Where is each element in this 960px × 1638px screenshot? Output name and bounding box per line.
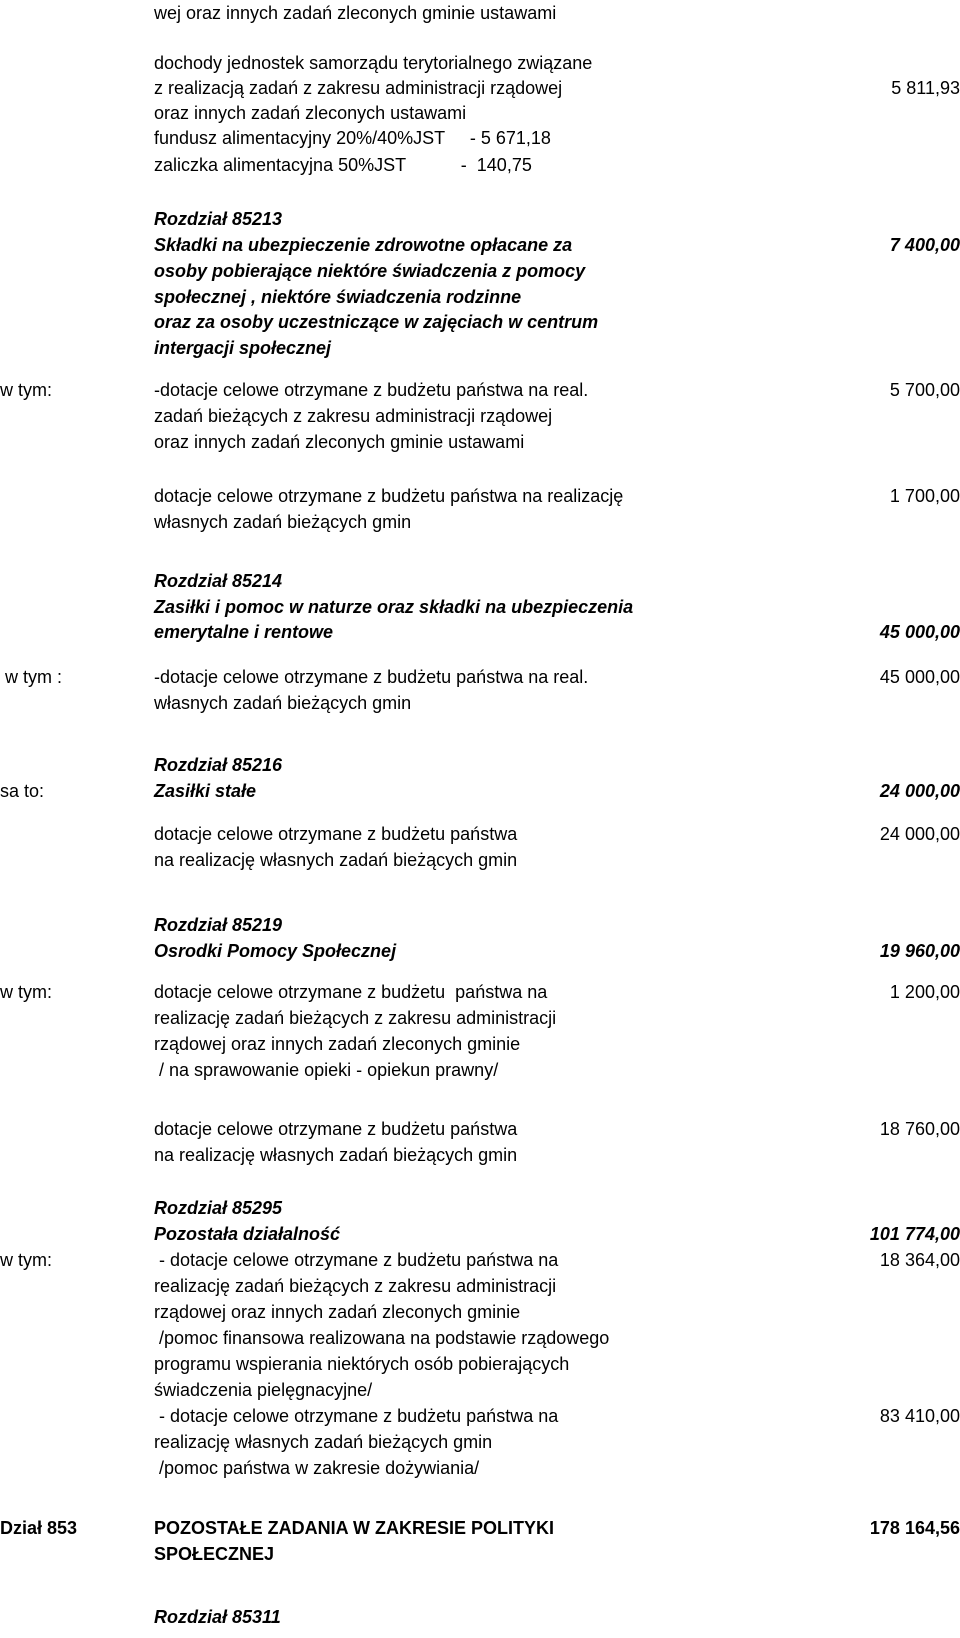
text-line: rządowej oraz innych zadań zleconych gminie bbox=[154, 1302, 521, 1322]
text-line: z realizacją zadań z zakresu administracji rządowej bbox=[154, 78, 563, 98]
text-line: dotacje celowe otrzymane z budżetu państwa na realizację bbox=[154, 486, 624, 506]
section-heading: Zasiłki i pomoc w naturze oraz składki na ubezpieczenia bbox=[154, 597, 634, 617]
label-w-tym: w tym: bbox=[0, 982, 52, 1002]
text-line: na realizację własnych zadań bieżących gmin bbox=[154, 1145, 518, 1165]
text-line: dotacje celowe otrzymane z budżetu państwa bbox=[154, 824, 518, 844]
text-line: własnych zadań bieżących gmin bbox=[154, 512, 412, 532]
text-line: oraz innych zadań zleconych gminie ustawami bbox=[154, 432, 525, 452]
section-heading: SPOŁECZNEJ bbox=[154, 1544, 275, 1564]
amount: 101 774,00 bbox=[869, 1224, 960, 1244]
text-line: -dotacje celowe otrzymane z budżetu państwa na real. bbox=[154, 667, 589, 687]
text-line: świadczenia pielęgnacyjne/ bbox=[154, 1380, 373, 1400]
text-line: -dotacje celowe otrzymane z budżetu państwa na real. bbox=[154, 380, 589, 400]
label-w-tym: w tym: bbox=[0, 380, 52, 400]
section-title: Rozdział 85219 bbox=[154, 915, 283, 935]
amount: 5 700,00 bbox=[889, 380, 960, 400]
text-line: - dotacje celowe otrzymane z budżetu państwa na bbox=[154, 1406, 559, 1426]
text-line: realizację własnych zadań bieżących gmin bbox=[154, 1432, 493, 1452]
text-line: na realizację własnych zadań bieżących gmin bbox=[154, 850, 518, 870]
section-title: Rozdział 85311 bbox=[154, 1607, 281, 1627]
text-line: /pomoc państwa w zakresie dożywiania/ bbox=[154, 1458, 480, 1478]
amount: 18 760,00 bbox=[879, 1119, 960, 1139]
amount: 18 364,00 bbox=[879, 1250, 960, 1270]
amount: 83 410,00 bbox=[879, 1406, 960, 1426]
section-title: Rozdział 85214 bbox=[154, 571, 283, 591]
section-heading: emerytalne i rentowe bbox=[154, 622, 334, 642]
text-line: wej oraz innych zadań zleconych gminie ustawami bbox=[154, 3, 557, 23]
section-heading: osoby pobierające niektóre świadczenia z pomocy bbox=[154, 261, 586, 281]
section-heading: POZOSTAŁE ZADANIA W ZAKRESIE POLITYKI bbox=[154, 1518, 554, 1538]
section-title: Rozdział 85295 bbox=[154, 1198, 283, 1218]
text-line: realizację zadań bieżących z zakresu administracji bbox=[154, 1276, 557, 1296]
text-line: programu wspierania niektórych osób pobierających bbox=[154, 1354, 570, 1374]
section-heading: Pozostała działalność bbox=[154, 1224, 341, 1244]
text-line: zadań bieżących z zakresu administracji rządowej bbox=[154, 406, 553, 426]
text-line: rządowej oraz innych zadań zleconych gminie bbox=[154, 1034, 521, 1054]
section-title: Rozdział 85216 bbox=[154, 755, 283, 775]
section-heading: intergacji społecznej bbox=[154, 338, 332, 358]
text-line: dochody jednostek samorządu terytorialnego związane bbox=[154, 53, 593, 73]
amount: 45 000,00 bbox=[879, 622, 960, 642]
amount: 1 200,00 bbox=[889, 982, 960, 1002]
text-line: - dotacje celowe otrzymane z budżetu państwa na bbox=[154, 1250, 559, 1270]
section-heading: Osrodki Pomocy Społecznej bbox=[154, 941, 397, 961]
text-line: / na sprawowanie opieki - opiekun prawny/ bbox=[154, 1060, 499, 1080]
text-line: dotacje celowe otrzymane z budżetu państwa bbox=[154, 1119, 518, 1139]
amount: 19 960,00 bbox=[879, 941, 960, 961]
amount: 24 000,00 bbox=[879, 824, 960, 844]
label-sa-to: sa to: bbox=[0, 781, 45, 801]
text-line: dotacje celowe otrzymane z budżetu państwa na bbox=[154, 982, 548, 1002]
text-line: własnych zadań bieżących gmin bbox=[154, 693, 412, 713]
section-heading: Składki na ubezpieczenie zdrowotne opłacane za bbox=[154, 235, 573, 255]
text-line: fundusz alimentacyjny 20%/40%JST - 5 671,18 bbox=[154, 128, 551, 148]
label-w-tym: w tym: bbox=[0, 1250, 52, 1270]
amount: 1 700,00 bbox=[889, 486, 960, 506]
amount: 45 000,00 bbox=[879, 667, 960, 687]
amount: 7 400,00 bbox=[889, 235, 960, 255]
text-line: oraz innych zadań zleconych ustawami bbox=[154, 103, 467, 123]
text-line: realizację zadań bieżących z zakresu administracji bbox=[154, 1008, 557, 1028]
text-line: /pomoc finansowa realizowana na podstawie rządowego bbox=[154, 1328, 610, 1348]
section-heading: Zasiłki stałe bbox=[154, 781, 257, 801]
amount: 5 811,93 bbox=[891, 78, 960, 98]
label-dzial-853: Dział 853 bbox=[0, 1518, 78, 1538]
section-title: Rozdział 85213 bbox=[154, 209, 283, 229]
amount: 178 164,56 bbox=[869, 1518, 960, 1538]
label-w-tym: w tym : bbox=[0, 667, 62, 687]
section-heading: oraz za osoby uczestniczące w zajęciach w centrum bbox=[154, 312, 599, 332]
amount: 24 000,00 bbox=[879, 781, 960, 801]
text-line: zaliczka alimentacyjna 50%JST - 140,75 bbox=[154, 155, 532, 175]
section-heading: społecznej , niektóre świadczenia rodzinne bbox=[154, 287, 522, 307]
